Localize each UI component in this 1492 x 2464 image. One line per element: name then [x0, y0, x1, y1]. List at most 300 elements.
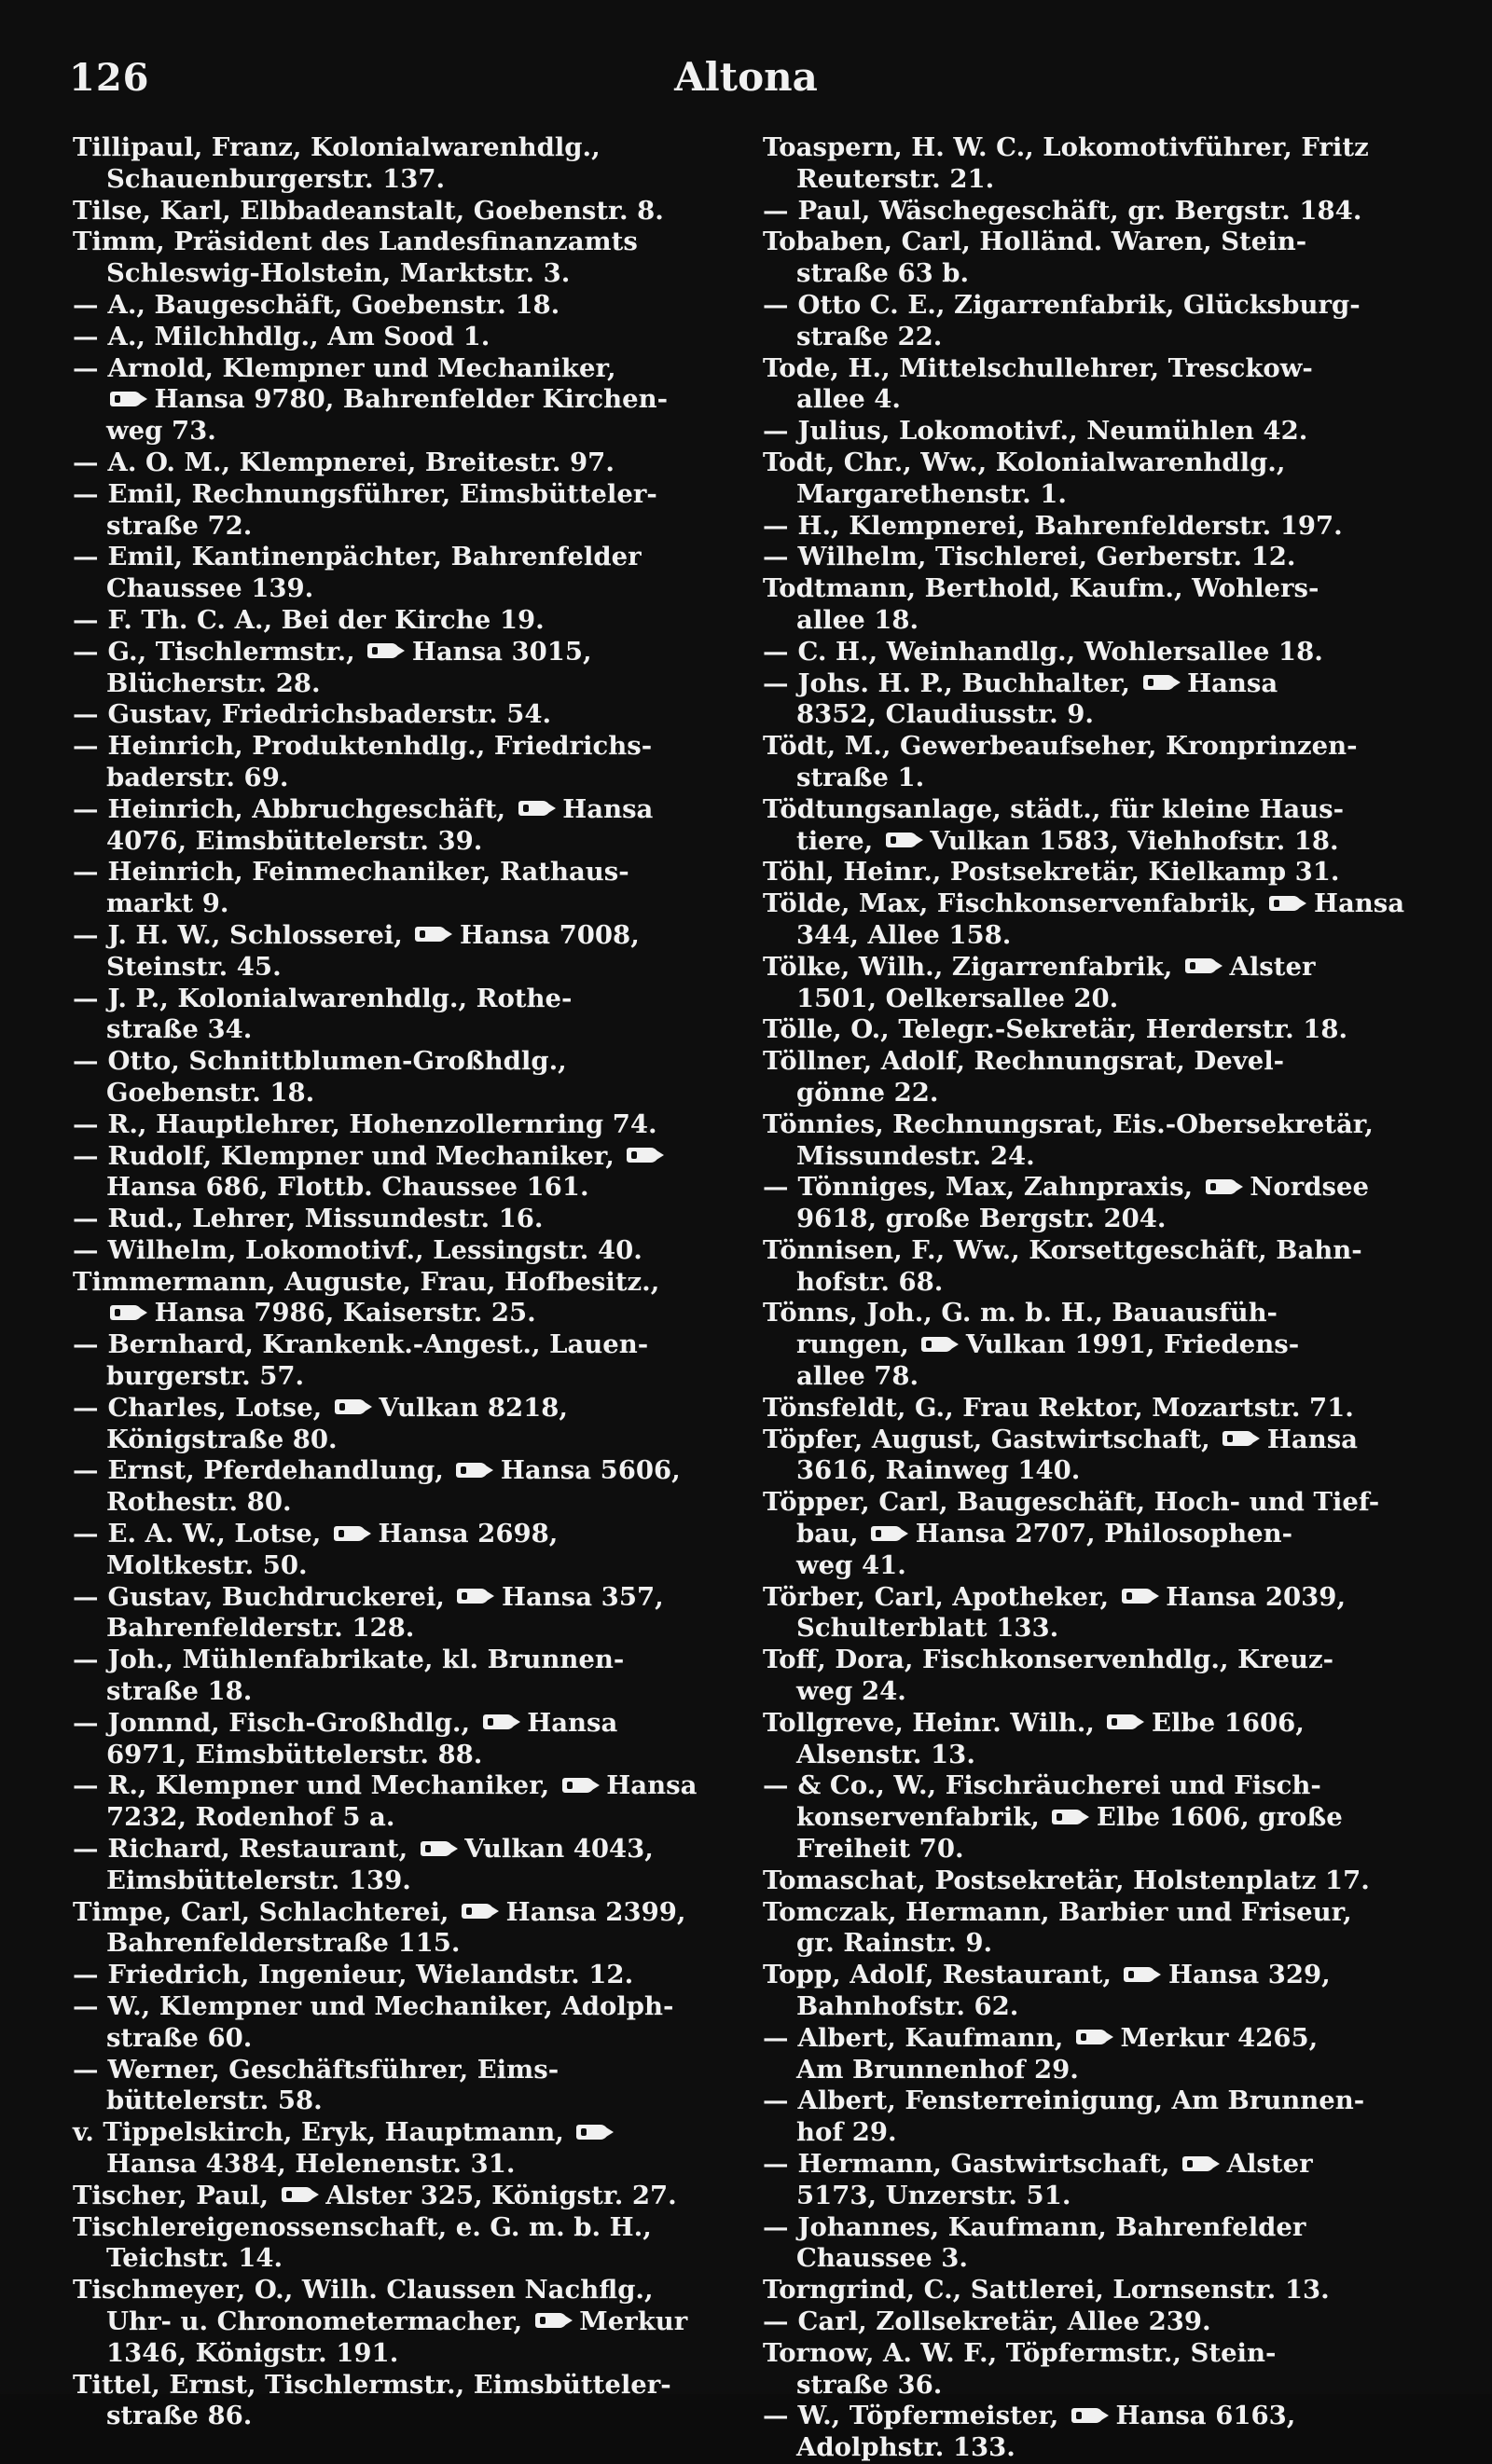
entry-continuation-line: [73, 1487, 725, 1519]
entry-line: [73, 1519, 725, 1550]
entry-continuation-line: [763, 1550, 1416, 1582]
entry-text: tiere, Vulkan 1583, Viehhofstr. 18.: [796, 825, 1339, 856]
entry-continuation-line: [73, 1361, 725, 1393]
entry-line: [763, 952, 1416, 984]
entry-text: straße 22.: [796, 321, 943, 351]
directory-entry: [763, 2149, 1416, 2212]
entry-line: [73, 1897, 725, 1929]
entry-line: [73, 1393, 725, 1425]
entry-text: Tölde, Max, Fischkonservenfabrik, Hansa: [763, 888, 1405, 919]
entry-text: Friedrich, Ingenieur, Wielandstr. 12.: [107, 1960, 634, 1990]
phone-icon: [462, 1904, 493, 1919]
entry-text: Otto C. E., Zigarrenfabrik, Glücksburg-: [797, 289, 1361, 320]
repeat-dash: —: [763, 195, 789, 226]
entry-continuation-line: [763, 984, 1416, 1015]
entry-text: Tilse, Karl, Elbbadeanstalt, Goebenstr. 8.: [73, 195, 664, 226]
entry-text: Ernst, Pferdehandlung, Hansa 5606,: [107, 1455, 681, 1486]
entry-text: Moltkestr. 50.: [106, 1549, 308, 1580]
entry-text: Hansa 4384, Helenenstr. 31.: [106, 2149, 516, 2179]
entry-continuation-line: [763, 763, 1416, 794]
directory-entry: [763, 542, 1416, 573]
directory-entry: [73, 1141, 725, 1204]
entry-text: W., Klempner und Mechaniker, Adolph-: [107, 1991, 674, 2022]
entry-text: Richard, Restaurant, Vulkan 4043,: [107, 1834, 654, 1865]
phone-icon: [1269, 896, 1301, 911]
directory-entry: [73, 1991, 725, 2055]
entry-continuation-line: [763, 2055, 1416, 2086]
entry-text: straße 36.: [796, 2369, 943, 2400]
entry-line: [73, 1770, 725, 1802]
phone-icon: [1071, 2408, 1103, 2423]
entry-continuation-line: [73, 826, 725, 858]
repeat-dash: —: [763, 2149, 789, 2179]
entry-text: Schulterblatt 133.: [796, 1613, 1059, 1644]
repeat-dash: —: [73, 604, 99, 635]
repeat-dash: —: [73, 352, 99, 383]
entry-continuation-line: [73, 2338, 725, 2370]
entry-text: Bahrenfelderstraße 115.: [106, 1928, 461, 1959]
entry-text: Tollgreve, Heinr. Wilh., Elbe 1606,: [763, 1707, 1305, 1738]
entry-line: [763, 132, 1416, 164]
directory-entry: [763, 2212, 1416, 2276]
entry-continuation-line: [73, 511, 725, 543]
entry-text: Emil, Rechnungsführer, Eimsbütteler-: [107, 478, 657, 509]
entry-continuation-line: [763, 605, 1416, 637]
phone-icon: [483, 1714, 515, 1729]
repeat-dash: —: [73, 793, 99, 824]
entry-text: Reuterstr. 21.: [796, 163, 995, 194]
phone-icon: [1182, 2156, 1214, 2171]
entry-continuation-line: [763, 920, 1416, 952]
entry-continuation-line: [73, 573, 725, 605]
entry-continuation-line: [73, 2306, 725, 2338]
repeat-dash: —: [73, 1046, 99, 1077]
repeat-dash: —: [73, 983, 99, 1013]
directory-entry: [763, 2338, 1416, 2402]
directory-entry: [763, 1393, 1416, 1425]
repeat-dash: —: [73, 636, 99, 667]
entry-text: Tillipaul, Franz, Kolonialwarenhdlg.,: [73, 132, 601, 162]
entry-continuation-line: [73, 2401, 725, 2432]
entry-line: [73, 322, 725, 353]
phone-icon: [1185, 958, 1217, 973]
directory-entry: [73, 447, 725, 479]
entry-text: Albert, Kaufmann, Merkur 4265,: [797, 2022, 1319, 2053]
entry-text: gr. Rainstr. 9.: [796, 1928, 993, 1959]
entry-text: 1501, Oelkersallee 20.: [796, 983, 1119, 1013]
directory-entry: [763, 1770, 1416, 1865]
directory-entry: [73, 1329, 725, 1393]
entry-continuation-line: [73, 952, 725, 984]
phone-icon: [871, 1526, 903, 1541]
entry-continuation-line: [73, 164, 725, 196]
entry-line: [763, 731, 1416, 763]
repeat-dash: —: [763, 2401, 789, 2431]
directory-entry: [763, 952, 1416, 1015]
entry-text: Töpper, Carl, Baugeschäft, Hoch- und Tief-: [763, 1487, 1380, 1518]
entry-line: [763, 2275, 1416, 2306]
entry-text: 7232, Rodenhof 5 a.: [106, 1802, 395, 1833]
entry-text: Tödt, M., Gewerbeaufseher, Kronprinzen-: [763, 731, 1358, 762]
directory-entry: [763, 1046, 1416, 1109]
directory-entry: [763, 2023, 1416, 2086]
entry-text: Toff, Dora, Fischkonservenhdlg., Kreuz-: [763, 1645, 1334, 1675]
entry-continuation-line: [763, 479, 1416, 511]
directory-entry: [763, 290, 1416, 353]
entry-line: [73, 1455, 725, 1487]
entry-text: straße 18.: [106, 1676, 253, 1707]
phone-icon: [518, 801, 550, 816]
directory-entry: [763, 1582, 1416, 1645]
directory-entry: [73, 2181, 725, 2212]
entry-line: [763, 353, 1416, 385]
phone-icon: [1206, 1179, 1237, 1194]
entry-text: Schleswig-Holstein, Marktstr. 3.: [106, 258, 571, 289]
phone-icon: [627, 1148, 658, 1163]
entry-line: [763, 2306, 1416, 2338]
directory-entry: [73, 1708, 725, 1771]
repeat-dash: —: [73, 1707, 99, 1738]
repeat-dash: —: [73, 857, 99, 888]
entry-text: Tödtungsanlage, städt., für kleine Haus-: [763, 793, 1345, 824]
entry-text: E. A. W., Lotse, Hansa 2698,: [107, 1519, 559, 1549]
entry-text: 344, Allee 158.: [796, 919, 1012, 950]
entry-line: [73, 2181, 725, 2212]
entry-continuation-line: [73, 888, 725, 920]
repeat-dash: —: [763, 2211, 789, 2242]
entry-line: [73, 1991, 725, 2023]
entry-text: Tölle, O., Telegr.-Sekretär, Herderstr. 18.: [763, 1014, 1348, 1045]
entry-text: Johannes, Kaufmann, Bahrenfelder: [797, 2211, 1306, 2242]
entry-text: Törber, Carl, Apotheker, Hansa 2039,: [763, 1581, 1347, 1612]
entry-text: straße 1.: [796, 762, 925, 792]
entry-text: Paul, Wäschegeschäft, gr. Bergstr. 184.: [797, 195, 1362, 226]
entry-continuation-line: [763, 2117, 1416, 2149]
entry-line: [73, 1204, 725, 1235]
entry-text: Chaussee 3.: [796, 2243, 968, 2274]
directory-entry: [73, 227, 725, 290]
repeat-dash: —: [73, 1645, 99, 1675]
entry-line: [73, 605, 725, 637]
repeat-dash: —: [73, 1991, 99, 2022]
directory-entry: [73, 1235, 725, 1267]
entry-text: Tönsfeldt, G., Frau Rektor, Mozartstr. 71.: [763, 1392, 1354, 1423]
entry-text: Margarethenstr. 1.: [796, 478, 1067, 509]
entry-text: Tittel, Ernst, Tischlermstr., Eimsbütteler-: [73, 2369, 671, 2400]
entry-text: Gustav, Friedrichsbaderstr. 54.: [107, 699, 552, 730]
entry-continuation-line: [763, 1329, 1416, 1361]
repeat-dash: —: [73, 1108, 99, 1139]
entry-line: [763, 511, 1416, 543]
entry-text: Goebenstr. 18.: [106, 1077, 315, 1108]
repeat-dash: —: [73, 731, 99, 762]
repeat-dash: —: [73, 1234, 99, 1265]
directory-entry: [763, 2401, 1416, 2464]
directory-entry: [73, 1582, 725, 1645]
entry-line: [763, 416, 1416, 447]
entry-line: [763, 573, 1416, 605]
entry-continuation-line: [73, 1014, 725, 1046]
entry-continuation-line: [73, 1740, 725, 1771]
entry-text: weg 73.: [106, 416, 216, 447]
directory-entry: [73, 984, 725, 1047]
directory-entry: [763, 668, 1416, 732]
directory-entry: [763, 2085, 1416, 2149]
entry-line: [73, 2117, 725, 2149]
repeat-dash: —: [763, 2306, 789, 2336]
entry-continuation-line: [763, 2370, 1416, 2402]
entry-text: Heinrich, Produktenhdlg., Friedrichs-: [107, 731, 653, 762]
directory-entry: [73, 132, 725, 196]
entry-text: Tönnies, Rechnungsrat, Eis.-Obersekretär,: [763, 1108, 1374, 1139]
entry-continuation-line: [763, 2181, 1416, 2212]
repeat-dash: —: [73, 699, 99, 730]
directory-entry: [73, 1393, 725, 1456]
entry-text: weg 41.: [796, 1549, 906, 1580]
entry-continuation-line: [763, 384, 1416, 416]
repeat-dash: —: [73, 1140, 99, 1171]
entry-text: Freiheit 70.: [796, 1834, 964, 1865]
entry-line: [763, 1770, 1416, 1802]
entry-text: Tode, H., Mittelschullehrer, Tresckow-: [763, 352, 1313, 383]
directory-entry: [763, 573, 1416, 637]
entry-text: Rud., Lehrer, Missundestr. 16.: [107, 1204, 544, 1234]
entry-text: Hansa 7986, Kaiserstr. 25.: [106, 1298, 536, 1328]
entry-text: Heinrich, Abbruchgeschäft, Hansa: [107, 793, 654, 824]
entry-line: [73, 699, 725, 731]
phone-icon: [421, 1841, 452, 1856]
entry-text: Uhr- u. Chronometermacher, Merkur: [106, 2306, 688, 2336]
repeat-dash: —: [73, 1392, 99, 1423]
phone-icon: [335, 1399, 366, 1414]
entry-line: [73, 1109, 725, 1141]
entry-text: Charles, Lotse, Vulkan 8218,: [107, 1392, 568, 1423]
entry-line: [73, 857, 725, 888]
repeat-dash: —: [73, 1455, 99, 1486]
entry-text: Hansa 686, Flottb. Chaussee 161.: [106, 1172, 589, 1203]
entry-text: Topp, Adolf, Restaurant, Hansa 329,: [763, 1960, 1331, 1990]
entry-line: [763, 1425, 1416, 1456]
entry-continuation-line: [73, 1802, 725, 1834]
entry-line: [73, 1960, 725, 1991]
repeat-dash: —: [73, 1770, 99, 1801]
entry-text: straße 63 b.: [796, 258, 970, 289]
entry-text: allee 4.: [796, 384, 901, 415]
directory-entry: [763, 2306, 1416, 2338]
entry-line: [763, 1046, 1416, 1078]
entry-line: [763, 290, 1416, 322]
entry-continuation-line: [73, 384, 725, 416]
entry-text: Timpe, Carl, Schlachterei, Hansa 2399,: [73, 1896, 686, 1927]
entry-line: [763, 2338, 1416, 2370]
entry-text: W., Töpfermeister, Hansa 6163,: [797, 2401, 1296, 2431]
entry-text: J. H. W., Schlosserei, Hansa 7008,: [107, 919, 640, 950]
entry-text: Tischmeyer, O., Wilh. Claussen Nachflg.,: [73, 2275, 654, 2306]
entry-continuation-line: [763, 1991, 1416, 2023]
entry-text: Bahnhofstr. 62.: [796, 1991, 1019, 2022]
entry-text: büttelerstr. 58.: [106, 2085, 323, 2116]
entry-line: [73, 920, 725, 952]
directory-entry: [73, 1897, 725, 1961]
entry-line: [763, 2149, 1416, 2181]
directory-entry: [763, 1897, 1416, 1961]
repeat-dash: —: [763, 416, 789, 447]
page-title: Altona: [674, 54, 818, 100]
entry-line: [763, 1960, 1416, 1991]
entry-line: [73, 1267, 725, 1299]
entry-continuation-line: [73, 2149, 725, 2181]
entry-text: A. O. M., Klempnerei, Breitestr. 97.: [107, 447, 615, 477]
entry-text: Wilhelm, Lokomotivf., Lessingstr. 40.: [107, 1234, 642, 1265]
entry-continuation-line: [73, 1865, 725, 1897]
entry-text: straße 60.: [106, 2022, 253, 2053]
directory-entry: [763, 888, 1416, 952]
directory-entry: [763, 511, 1416, 543]
directory-entry: [73, 322, 725, 353]
directory-entry: [763, 1014, 1416, 1046]
entry-text: R., Klempner und Mechaniker, Hansa: [107, 1770, 698, 1801]
entry-text: Tölke, Wilh., Zigarrenfabrik, Alster: [763, 951, 1316, 982]
directory-entry: [763, 857, 1416, 888]
directory-entry: [763, 1235, 1416, 1299]
phone-icon: [415, 927, 447, 942]
entry-text: Otto, Schnittblumen-Großhdlg.,: [107, 1046, 567, 1077]
repeat-dash: —: [763, 542, 789, 572]
phone-icon: [1052, 1810, 1084, 1824]
directory-entry: [73, 1046, 725, 1109]
entry-text: Hermann, Gastwirtschaft, Alster: [797, 2149, 1313, 2179]
entry-line: [763, 1235, 1416, 1267]
repeat-dash: —: [73, 1204, 99, 1234]
entry-continuation-line: [763, 258, 1416, 290]
directory-column-right: [763, 132, 1416, 2464]
entry-text: Töhl, Heinr., Postsekretär, Kielkamp 31.: [763, 857, 1340, 888]
directory-entry: [763, 1487, 1416, 1581]
phone-icon: [1122, 1589, 1154, 1604]
repeat-dash: —: [73, 542, 99, 572]
directory-entry: [73, 542, 725, 605]
entry-text: Alsenstr. 13.: [796, 1739, 975, 1769]
entry-continuation-line: [73, 2023, 725, 2055]
entry-text: Joh., Mühlenfabrikate, kl. Brunnen-: [107, 1645, 625, 1675]
directory-entry: [73, 1204, 725, 1235]
entry-continuation-line: [73, 668, 725, 700]
phone-icon: [576, 2125, 608, 2140]
entry-text: Torngrind, C., Sattlerei, Lornsenstr. 13.: [763, 2275, 1330, 2306]
entry-line: [73, 132, 725, 164]
entry-line: [763, 542, 1416, 573]
entry-line: [763, 794, 1416, 826]
phone-icon: [457, 1589, 489, 1604]
entry-continuation-line: [73, 416, 725, 447]
directory-entry: [763, 1298, 1416, 1392]
entry-text: Toaspern, H. W. C., Lokomotivführer, Fritz: [763, 132, 1369, 162]
entry-continuation-line: [763, 1834, 1416, 1865]
directory-entry: [73, 2275, 725, 2369]
entry-text: Töllner, Adolf, Rechnungsrat, Devel-: [763, 1046, 1285, 1077]
entry-line: [763, 1582, 1416, 1614]
entry-line: [73, 196, 725, 227]
entry-text: A., Milchhdlg., Am Sood 1.: [107, 321, 490, 351]
entry-line: [763, 1298, 1416, 1329]
entry-text: Tönnisen, F., Ww., Korsettgeschäft, Bahn-: [763, 1234, 1362, 1265]
entry-continuation-line: [763, 1204, 1416, 1235]
entry-text: Schauenburgerstr. 137.: [106, 163, 446, 194]
entry-continuation-line: [73, 258, 725, 290]
entry-text: weg 24.: [796, 1676, 906, 1707]
directory-entry: [73, 794, 725, 858]
entry-text: Werner, Geschäftsführer, Eims-: [107, 2054, 560, 2085]
entry-text: 6971, Eimsbüttelerstr. 88.: [106, 1739, 483, 1769]
entry-text: Steinstr. 45.: [106, 951, 282, 982]
repeat-dash: —: [763, 510, 789, 541]
entry-text: H., Klempnerei, Bahrenfelderstr. 197.: [797, 510, 1343, 541]
entry-text: bau, Hansa 2707, Philosophen-: [796, 1519, 1292, 1549]
entry-line: [763, 196, 1416, 227]
directory-entry: [763, 227, 1416, 290]
phone-icon: [1143, 675, 1175, 690]
phone-icon: [367, 643, 399, 658]
entry-text: Am Brunnenhof 29.: [796, 2054, 1079, 2085]
entry-text: burgerstr. 57.: [106, 1361, 305, 1392]
directory-entry: [73, 2117, 725, 2181]
directory-entry: [73, 196, 725, 227]
entry-line: [73, 290, 725, 322]
entry-text: Gustav, Buchdruckerei, Hansa 357,: [107, 1581, 664, 1612]
entry-line: [73, 1708, 725, 1740]
repeat-dash: —: [763, 636, 789, 667]
directory-entry: [73, 1770, 725, 1834]
entry-text: Chaussee 139.: [106, 573, 314, 604]
entry-text: Königstraße 80.: [106, 1424, 338, 1454]
directory-entry: [73, 1834, 725, 1897]
entry-text: Tischer, Paul, Alster 325, Königstr. 27.: [73, 2180, 677, 2210]
directory-entry: [763, 416, 1416, 447]
entry-text: Tobaben, Carl, Holländ. Waren, Stein-: [763, 227, 1307, 257]
entry-line: [763, 1865, 1416, 1897]
entry-line: [763, 2023, 1416, 2055]
entry-line: [73, 2055, 725, 2086]
entry-continuation-line: [73, 1676, 725, 1708]
entry-line: [763, 2085, 1416, 2117]
entry-text: 3616, Rainweg 140.: [796, 1455, 1081, 1486]
directory-entry: [763, 1865, 1416, 1897]
directory-entry: [763, 731, 1416, 794]
entry-text: R., Hauptlehrer, Hohenzollernring 74.: [107, 1108, 657, 1139]
entry-text: F. Th. C. A., Bei der Kirche 19.: [107, 604, 545, 635]
repeat-dash: —: [73, 321, 99, 351]
entry-text: straße 86.: [106, 2401, 253, 2431]
entry-line: [763, 2212, 1416, 2244]
entry-text: Tönns, Joh., G. m. b. H., Bauausfüh-: [763, 1298, 1278, 1328]
entry-text: Timmermann, Auguste, Frau, Hofbesitz.,: [73, 1266, 660, 1297]
phone-icon: [535, 2313, 567, 2328]
entry-text: Johs. H. P., Buchhalter, Hansa: [797, 668, 1278, 698]
directory-entry: [73, 2055, 725, 2118]
repeat-dash: —: [73, 1834, 99, 1865]
entry-text: gönne 22.: [796, 1077, 939, 1108]
entry-line: [73, 2370, 725, 2402]
entry-line: [763, 447, 1416, 479]
phone-icon: [921, 1337, 953, 1352]
repeat-dash: —: [73, 919, 99, 950]
entry-line: [763, 1708, 1416, 1740]
entry-line: [73, 1645, 725, 1676]
entry-continuation-line: [73, 1425, 725, 1456]
entry-text: hofstr. 68.: [796, 1266, 944, 1297]
entry-line: [73, 1582, 725, 1614]
repeat-dash: —: [73, 2054, 99, 2085]
